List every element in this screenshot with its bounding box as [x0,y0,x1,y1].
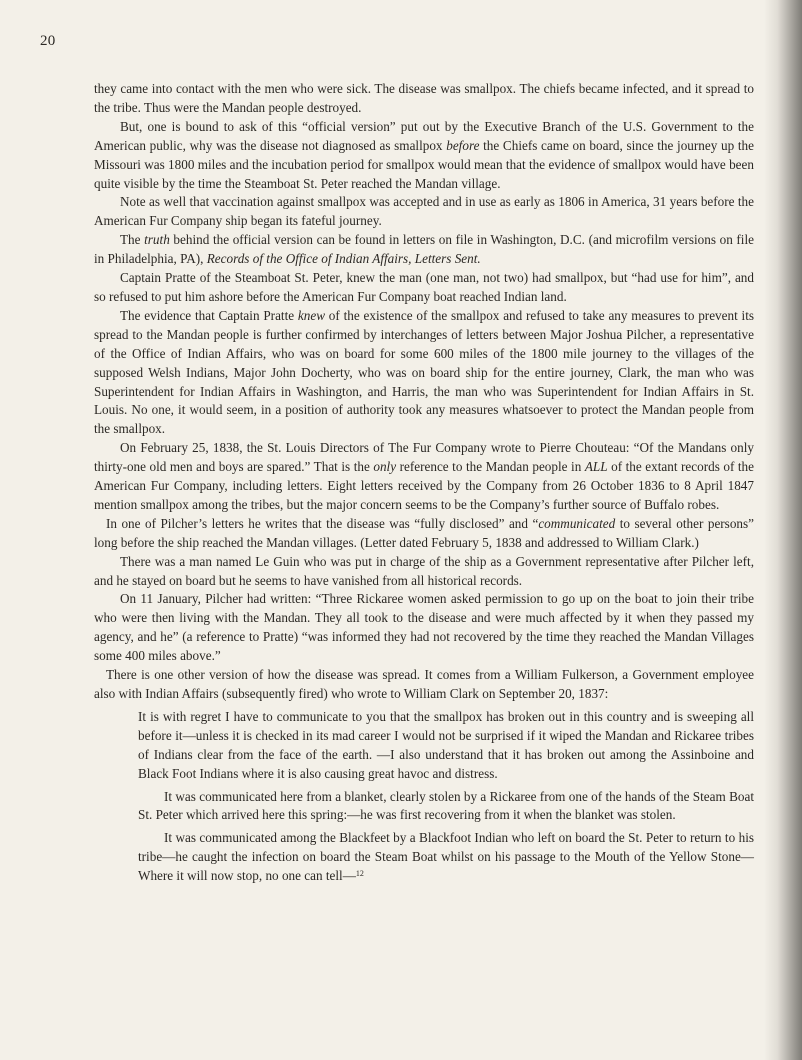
paragraph: Note as well that vaccination against smallpox was accepted and in use as early as 1806 in America, 31 years before the American Fur Company ship began its fateful journey. [94,194,754,229]
paragraph: Captain Pratte of the Steamboat St. Peter, knew the man (one man, not two) had smallpox, but “had use for him”, and so refused to put him ashore before the American Fur Company boat reached Indian land. [94,270,754,304]
paragraph: There is one other version of how the disease was spread. It comes from a William Fulkerson, a Government employee also with Indian Affairs (subsequently fired) who wrote to William Clark on September 20, 1837: [94,667,754,701]
paragraph: In one of Pilcher’s letters he writes that the disease was “fully disclosed” and “communicated to several other persons” long before the ship reached the Mandan villages. (Letter dated February 5, 1838 and addressed to William Clark.) [94,515,754,550]
footnote-marker: 12 [355,869,364,879]
paragraph: they came into contact with the men who were sick. The disease was smallpox. The chiefs became infected, and it spread to the tribe. Thus were the Mandan people destroyed. [94,81,754,115]
quote-paragraph: It is with regret I have to communicate to you that the smallpox has broken out in this country and is sweeping all before it—unless it is checked in its mad career I would not be surprised if it wiped the Mandan and Rickaree tribes of Indians clear from the face of the earth. —I also understand that it has broken out among the Assinboine and Black Foot Indians where it is also causing great havoc and distress. [138,708,754,781]
body-text [94,80,754,886]
quote-paragraph: It was communicated here from a blanket, clearly stolen by a Rickaree from one of the hands of the Steam Boat St. Peter which arrived here this spring:—he was first recovering from it when the blanket was stolen. [138,788,754,823]
page-number: 20 [40,33,56,49]
book-spine-shadow [764,0,802,1060]
paragraph: But, one is bound to ask of this “official version” put out by the Executive Branch of the U.S. Government to the American public, why was the disease not diagnosed as smallpox before the Chiefs came on board, since the journey up the Missouri was 1800 miles and the incubation period for smallpox would mean that the evidence of smallpox would have been quite visible by the time the Steamboat St. Peter reached the Mandan village. [94,118,754,191]
paragraph: On 11 January, Pilcher had written: “Three Rickaree women asked permission to go up on the boat to join their tribe who were then living with the Mandan. They all took to the disease and were much affected by it when they passed my agency, and he” (a reference to Pratte) “was informed they had not recovered by the time they reached the Mandan Villages some 400 miles above.” [94,591,754,664]
paragraph: On February 25, 1838, the St. Louis Directors of The Fur Company wrote to Pierre Chouteau: “Of the Mandans only thirty-one old men and boys are spared.” That is the only reference to the Mandan people in ALL of the extant records of the American Fur Company, including letters. Eight letters received by the Company from 26 October 1836 to 8 April 1847 mention smallpox among the tribes, but the major concern seems to be the Company’s further source of Buffalo robes. [94,440,755,512]
quote-paragraph: It was communicated among the Blackfeet by a Blackfoot Indian who left on board the St. Peter to return to his tribe—he caught the infection on board the Steam Boat whilst on his passage to the Mouth of the Yellow Stone—Where it will now stop, no one can tell—$^{12}$ [138,830,754,884]
paragraph: The evidence that Captain Pratte knew of the existence of the smallpox and refused to take any measures to prevent its spread to the Mandan people is further confirmed by interchanges of letters between Major Joshua Pilcher, a representative of the Office of Indian Affairs, who was on board for some 600 miles of the 1800 mile journey to the villages of the supposed Welsh Indians, Major John Docherty, who was on board ship for the entire journey, Clark, the man who was Superintendent for Indian Affairs in Washington, and Harris, the man who was Superintendent for Indian Affairs in St. Louis. No one, it would seem, in a position of authority took any measures whatsoever to protect the Mandan people from the smallpox. [94,307,755,437]
block-quote [138,708,754,886]
paragraph: The truth behind the official version can be found in letters on file in Washington, D.C. (and microfilm versions on file in Philadelphia, PA), Records of the Office of Indian Affairs, Letters Sent. [94,232,754,267]
paragraph: There was a man named Le Guin who was put in charge of the ship as a Government representative after Pilcher left, and he stayed on board but he seems to have vanished from all historical records. [94,553,754,588]
